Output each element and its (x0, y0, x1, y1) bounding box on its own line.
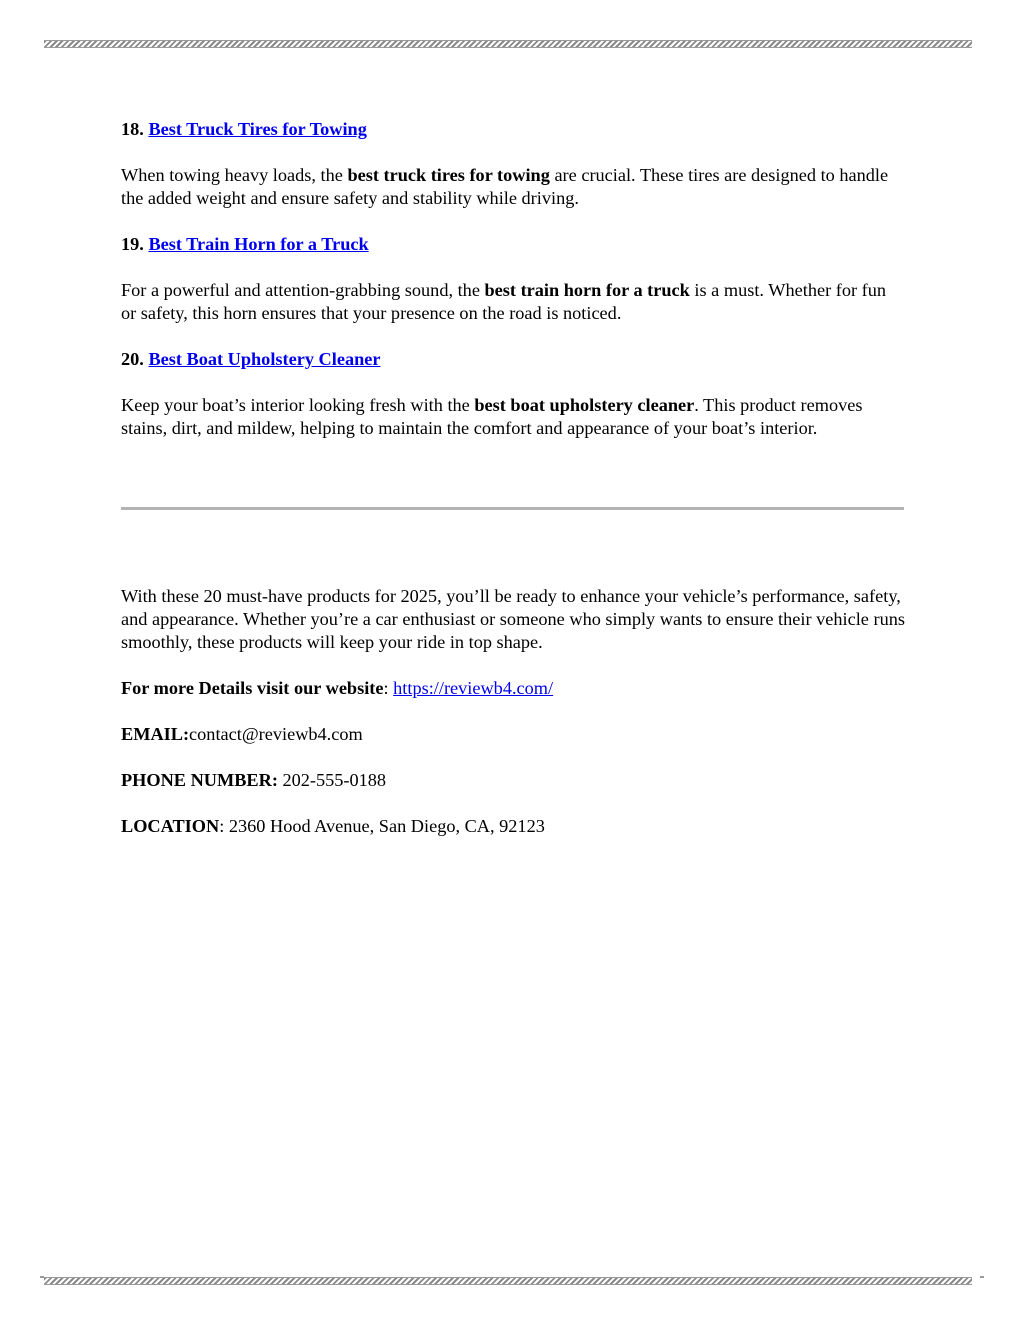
website-line: For more Details visit our website: https://reviewb4.com/ (121, 678, 554, 698)
corner-mark-right (980, 1276, 984, 1278)
product-list (121, 118, 905, 440)
email-line (121, 723, 905, 746)
item-link-truck-tires[interactable]: Best Truck Tires for Towing (148, 119, 367, 139)
item-heading (121, 233, 905, 256)
website-label: For more Details visit our website (121, 678, 384, 698)
phone-value: 202-555-0188 (277, 770, 387, 790)
website-link[interactable]: https://reviewb4.com/ (393, 678, 554, 698)
item-number: 20. (121, 349, 144, 369)
email-label: EMAIL: (121, 724, 190, 744)
phone-label: PHONE NUMBER: (121, 770, 278, 790)
location-label: LOCATION (121, 816, 220, 836)
item-link-boat-upholstery[interactable]: Best Boat Upholstery Cleaner (148, 349, 381, 369)
item-description: For a powerful and attention-grabbing sound, the best train horn for a truck is a must. Whether for fun or safety, this horn ensures that your presence on the road is noticed. (121, 280, 886, 323)
location-line (121, 815, 905, 838)
phone-line (121, 769, 905, 792)
bottom-border-strip (44, 1277, 972, 1285)
closing-paragraph: With these 20 must-have products for 2025, you’ll be ready to enhance your vehicle’s performance, safety, and appearance. Whether you’re a car enthusiast or someone who simply wants to ensure their vehicle runs smoothly, these products will keep your ride in top shape. (121, 586, 905, 652)
item-number: 18. (121, 119, 144, 139)
item-heading (121, 348, 905, 371)
top-border-strip (44, 40, 972, 48)
item-description: Keep your boat’s interior looking fresh with the best boat upholstery cleaner. This product removes stains, dirt, and mildew, helping to maintain the comfort and appearance of your boat’s interior. (121, 395, 863, 438)
item-number: 19. (121, 234, 144, 254)
item-description: When towing heavy loads, the best truck tires for towing are crucial. These tires are designed to handle the added weight and ensure safety and stability while driving. (121, 165, 889, 208)
location-value: : 2360 Hood Avenue, San Diego, CA, 92123 (219, 816, 545, 836)
item-heading (121, 118, 905, 141)
closing-section (121, 585, 905, 838)
horizontal-divider (121, 507, 904, 510)
corner-mark-left (40, 1276, 44, 1278)
email-value: contact@reviewb4.com (189, 724, 363, 744)
item-link-train-horn[interactable]: Best Train Horn for a Truck (148, 234, 369, 254)
